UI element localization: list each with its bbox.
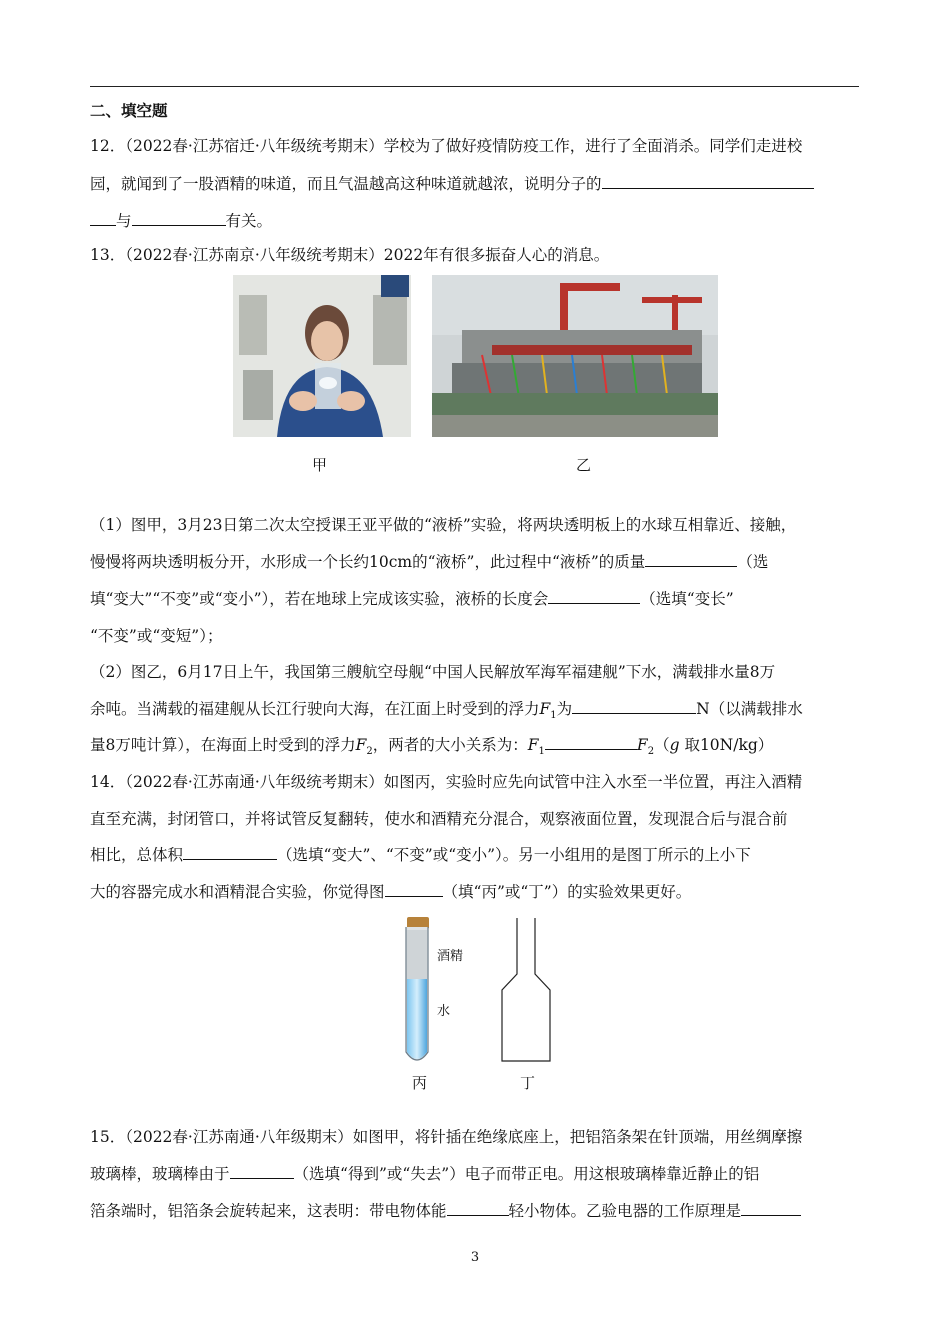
label-alcohol: 酒精 [437,949,464,964]
q14-line4: 大的容器完成水和酒精混合实验，你觉得图 （填“丙”或“丁”）的实验效果更好。 [90,883,692,901]
q15-line2: 玻璃棒，玻璃棒由于 （选填“得到”或“失去”）电子而带正电。用这根玻璃棒靠近静止的铝 [90,1165,760,1183]
q13-p2-line1: （2）图乙，6月17日上午，我国第三艘航空母舰“中国人民解放军海军福建舰”下水，满载排水量8万 [90,663,776,681]
answer-blank[interactable] [385,882,443,897]
caption-yi: 乙 [576,456,592,474]
photo-space-class [233,275,411,437]
q13-line1: 13．（2022春·江苏南京·八年级统考期末）2022年有很多振奋人心的消息。 [90,246,610,264]
caption-bing: 丙 [412,1074,428,1092]
q15-line1: 15．（2022春·江苏南通·八年级期末）如图甲，将针插在绝缘底座上，把铝箔条架在针顶端，用丝绸摩擦 [90,1128,803,1146]
q13-p1-line3: 填“变大”“不变”或“变小”），若在地球上完成该实验，液桥的长度会 （选填“变长” [90,590,734,608]
answer-blank[interactable] [572,699,696,714]
q13-p2-line3: 量8万吨计算），在海面上时受到的浮力$F_2$，两者的大小关系为：$F_1$ $F_2(g$ 取10N/kg） [90,736,774,758]
q12-line3: 与 有关。 [90,211,860,231]
answer-blank[interactable] [645,552,737,567]
answer-blank[interactable] [183,845,277,860]
answer-blank[interactable] [132,211,226,226]
q13-p2-line2: 余吨。当满载的福建舰从长江行驶向大海，在江面上时受到的浮力$F_1$为 N（以满载排水 [90,700,803,722]
answer-blank[interactable] [545,735,637,750]
answer-blank[interactable] [741,1201,801,1216]
page-number: 3 [470,1250,480,1265]
q14-line1: 14．（2022春·江苏南通·八年级统考期末）如图丙，实验时应先向试管中注入水至一半位置，再注入酒精 [90,773,803,791]
answer-blank[interactable] [602,174,814,189]
section-title: 二、填空题 [90,101,168,120]
q13-p1-line2: 慢慢将两块透明板分开，水形成一个长约10cm的“液桥”，此过程中“液桥”的质量 （选 [90,553,769,571]
q14-line3: 相比，总体积 （选填“变大”、“不变”或“变小”）。另一小组用的是图丁所示的上小下 [90,846,751,864]
caption-jia: 甲 [312,456,328,474]
q13-p1-line4: “不变”或“变短”）； [90,627,223,645]
answer-blank[interactable] [230,1164,294,1179]
figure-test-tube-and-container [390,912,560,1067]
photo-aircraft-carrier [432,275,718,437]
q14-line2: 直至充满，封闭管口，并将试管反复翻转，使水和酒精充分混合，观察液面位置，发现混合后与混合前 [90,810,788,828]
q15-line3: 箔条端时，铝箔条会旋转起来，这表明：带电物体能 轻小物体。乙验电器的工作原理是 [90,1201,860,1221]
q13-p1-line1: （1）图甲，3月23日第二次太空授课王亚平做的“液桥”实验，将两块透明板上的水球互相靠近、接触， [90,516,797,534]
caption-ding: 丁 [520,1074,536,1092]
q12-line2: 园，就闻到了一股酒精的味道，而且气温越高这种味道就越浓，说明分子的 [90,174,860,194]
label-water: 水 [437,1004,451,1019]
answer-blank[interactable] [90,211,116,226]
top-rule [90,86,859,87]
q12-line1: 12．（2022春·江苏宿迁·八年级统考期末）学校为了做好疫情防疫工作，进行了全面消杀。同学们走进校 [90,137,803,155]
answer-blank[interactable] [447,1201,509,1216]
answer-blank[interactable] [548,589,640,604]
